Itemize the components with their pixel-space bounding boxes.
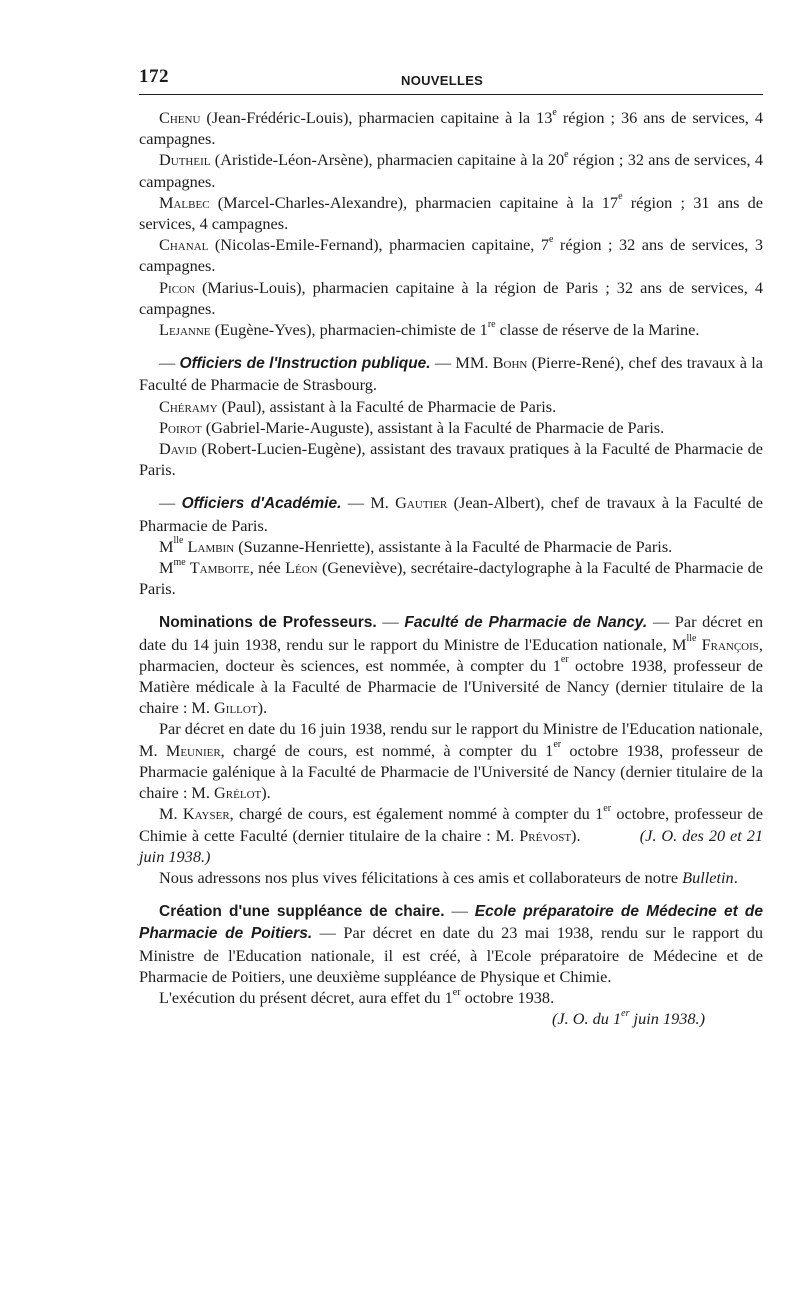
- person-name: Kayser: [182, 804, 230, 824]
- honoree-entry: [139, 396, 763, 417]
- promotion-entry: [139, 149, 763, 191]
- reference-text: (J. O. du 1: [551, 1009, 622, 1029]
- ordinal-suffix: er: [560, 654, 569, 666]
- ordinal-suffix: re: [487, 318, 496, 330]
- journal-reference: [139, 1008, 763, 1029]
- paragraph-text: , chargé de cours, est également nommé à compter du 1: [229, 804, 604, 824]
- promotion-entry: [139, 192, 763, 234]
- paragraph-text: octobre 1938, professeur de Matière médicale à la Faculté de Pharmacie de l'Université de Nancy (dernier titulaire de la chaire : M.: [139, 655, 763, 718]
- paragraph-text: — Par décret en date du 23 mai 1938, rendu sur le rapport du Ministre de l'Education nationale, il est créé, à l'Ecole préparatoire de Médecine et de Pharmacie de Poitiers, une deuxième suppléance de Physique et Chimie.: [139, 923, 763, 986]
- page-number: 172: [139, 66, 169, 87]
- section-subheading: Faculté de Pharmacie de Nancy.: [404, 614, 648, 632]
- entry-text: (Geneviève), secrétaire-dactylographe à la Faculté de Pharmacie de Paris.: [139, 558, 763, 599]
- ordinal-suffix: er: [553, 739, 562, 751]
- promotions-list: [139, 107, 763, 340]
- entry-text: région ; 32 ans de services, 3 campagnes.: [139, 235, 763, 276]
- document-page: [139, 64, 763, 1029]
- dash: —: [444, 901, 475, 921]
- person-name: Lejanne: [159, 320, 211, 340]
- dash: —: [376, 612, 405, 632]
- ordinal-suffix: e: [564, 148, 569, 160]
- entry-text: (Paul), assistant à la Faculté de Pharmacie de Paris.: [217, 396, 557, 416]
- honorific-suffix: lle: [173, 535, 184, 547]
- person-name: David: [159, 439, 197, 459]
- section-subheading: Ecole préparatoire de Médecine et de Pharmacie de Poitiers.: [139, 903, 764, 943]
- person-name: Chenu: [159, 108, 201, 127]
- honoree-entry: [139, 536, 763, 557]
- paragraph-text: M.: [159, 804, 183, 824]
- paragraph: [139, 718, 763, 803]
- ordinal-suffix: er: [603, 802, 612, 814]
- ordinal-suffix: e: [552, 106, 557, 118]
- journal-reference: (J. O. des 20 et 21 juin 1938.): [139, 825, 763, 866]
- honoree-entry: [139, 417, 763, 438]
- person-name: Gillot: [214, 698, 258, 718]
- entry-text: , née: [249, 558, 286, 578]
- paragraph: [139, 803, 763, 867]
- person-name: Léon: [285, 558, 318, 578]
- entry-text: — M.: [341, 493, 396, 513]
- entry-text: (Pierre-René), chef des travaux à la Faculté de Pharmacie de Strasbourg.: [139, 353, 763, 395]
- paragraph: [139, 867, 763, 888]
- honoree-entry: [139, 557, 763, 599]
- honorific-suffix: lle: [686, 633, 697, 645]
- ordinal-suffix: er: [452, 986, 461, 998]
- section-instruction-publique: [139, 352, 763, 480]
- entry-text: (Marcel-Charles-Alexandre), pharmacien capitaine à la 17: [209, 192, 619, 212]
- entry-text: région ; 32 ans de services, 4 campagnes.: [139, 150, 764, 191]
- paragraph-text: — Par décret en date du 14 juin 1938, rendu sur le rapport du Ministre de l'Education nationale, M: [139, 612, 763, 654]
- section-creation-suppleance: [139, 900, 763, 1029]
- section-heading: Création d'une suppléance de chaire.: [159, 903, 445, 921]
- paragraph-text: ).: [571, 825, 581, 845]
- entry-text: (Nicolas-Emile-Fernand), pharmacien capitaine, 7: [208, 235, 549, 255]
- entry-text: (Gabriel-Marie-Auguste), assistant à la Faculté de Pharmacie de Paris.: [201, 417, 665, 437]
- promotion-entry: [139, 319, 763, 340]
- person-name: Meunier: [165, 740, 221, 760]
- paragraph-text: octobre 1938.: [460, 987, 555, 1007]
- bulletin-title: Bulletin: [682, 867, 734, 887]
- promotion-entry: [139, 277, 763, 319]
- entry-text: (Jean-Albert), chef de travaux à la Faculté de Pharmacie de Paris.: [139, 493, 763, 535]
- person-name: Chanal: [159, 235, 209, 255]
- honorific: M: [159, 536, 174, 556]
- section-lead: [139, 352, 763, 395]
- entry-text: — MM.: [430, 353, 493, 373]
- reference-text: juin 1938.): [629, 1009, 705, 1029]
- entry-text: (Jean-Frédéric-Louis), pharmacien capitaine à la 13: [200, 108, 553, 127]
- person-name: Malbec: [159, 192, 210, 212]
- section-heading: Officiers de l'Instruction publique.: [179, 355, 431, 373]
- entry-text: région ; 31 ans de services, 4 campagnes.: [139, 192, 763, 234]
- paragraph: [139, 900, 763, 987]
- section-nominations: [139, 611, 763, 888]
- paragraph-text: , chargé de cours, est nommé, à compter du 1: [220, 740, 554, 760]
- paragraph-text: octobre, professeur de Chimie à cette Faculté (dernier titulaire de la chaire : M.: [139, 804, 763, 845]
- person-name: Tamboite: [185, 558, 250, 578]
- entry-text: (Eugène-Yves), pharmacien-chimiste de 1: [210, 320, 488, 340]
- section-officiers-academie: [139, 492, 763, 599]
- person-name: Chéramy: [159, 396, 218, 416]
- entry-text: classe de réserve de la Marine.: [495, 320, 700, 340]
- paragraph-text: ).: [261, 783, 271, 803]
- honorific: M: [159, 558, 174, 578]
- promotion-entry: [139, 107, 763, 149]
- ordinal-suffix: e: [548, 233, 554, 245]
- paragraph-text: octobre 1938, professeur de Pharmacie galénique à la Faculté de Pharmacie de l'Université de Nancy (dernier titulaire de la chaire : M.: [139, 740, 763, 803]
- entry-text: (Suzanne-Henriette), assistante à la Faculté de Pharmacie de Paris.: [234, 536, 673, 556]
- header-title: NOUVELLES: [401, 73, 484, 88]
- person-name: Gautier: [395, 493, 448, 513]
- person-name: Prévost: [519, 825, 572, 845]
- paragraph-text: L'exécution du présent décret, aura effet du 1: [159, 987, 453, 1007]
- person-name: Bohn: [492, 353, 528, 373]
- ordinal-suffix: e: [618, 191, 623, 203]
- person-name: François: [696, 634, 759, 654]
- paragraph: [139, 611, 763, 718]
- honorific-suffix: me: [173, 556, 186, 568]
- section-heading: Officiers d'Académie.: [181, 495, 342, 513]
- entry-text: (Marius-Louis), pharmacien capitaine à la région de Paris ; 32 ans de services, 4 campagnes.: [139, 277, 763, 318]
- ordinal-suffix: er: [621, 1007, 630, 1019]
- person-name: Dutheil: [159, 150, 211, 170]
- running-header: [139, 64, 763, 95]
- entry-text: (Aristide-Léon-Arsène), pharmacien capitaine à la 20: [210, 150, 565, 170]
- section-heading: Nominations de Professeurs.: [159, 614, 377, 632]
- dash: —: [159, 493, 182, 513]
- promotion-entry: [139, 234, 763, 276]
- dash: —: [159, 353, 180, 373]
- person-name: Poirot: [159, 417, 202, 437]
- entry-text: (Robert-Lucien-Eugène), assistant des travaux pratiques à la Faculté de Pharmacie de Paris.: [139, 439, 763, 480]
- paragraph-text: Par décret en date du 16 juin 1938, rendu sur le rapport du Ministre de l'Education nationale, M.: [139, 719, 763, 760]
- person-name: Picon: [159, 277, 195, 297]
- honoree-entry: [139, 438, 763, 480]
- section-lead: [139, 492, 763, 535]
- person-name: Lambin: [183, 536, 235, 556]
- paragraph-text: , pharmacien, docteur ès sciences, est nommée, à compter du 1: [139, 634, 763, 675]
- paragraph-text: Nous adressons nos plus vives félicitations à ces amis et collaborateurs de notre: [159, 867, 683, 887]
- paragraph-text: .: [733, 867, 738, 887]
- paragraph: [139, 987, 763, 1008]
- entry-text: région ; 36 ans de services, 4 campagnes.: [139, 108, 763, 149]
- person-name: Grélot: [214, 783, 262, 803]
- paragraph-text: ).: [257, 698, 268, 718]
